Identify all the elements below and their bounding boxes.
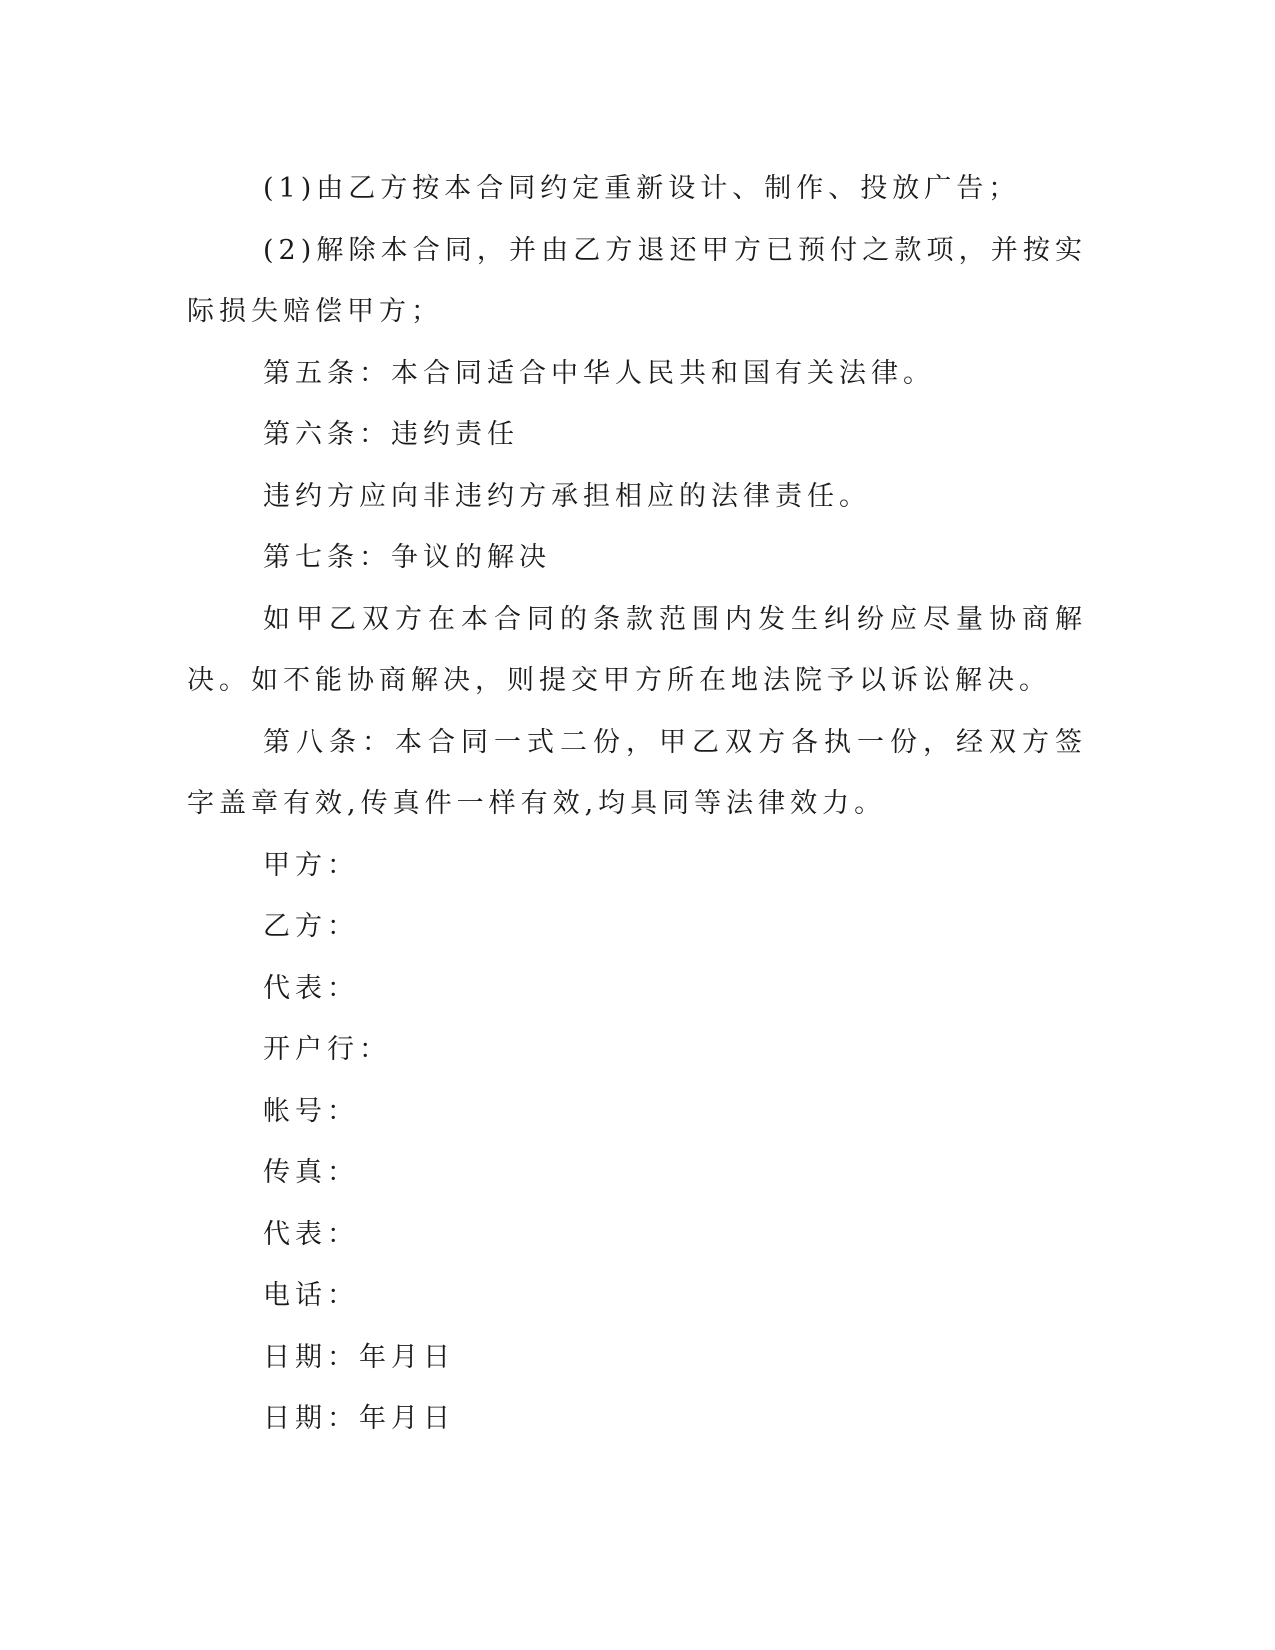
- article-7-heading: 第七条：争议的解决: [263, 542, 551, 573]
- article-6-body: 违约方应向非违约方承担相应的法律责任。: [263, 480, 871, 512]
- clause-item-1: (1)由乙方按本合同约定重新设计、制作、投放广告；: [263, 173, 1021, 204]
- signature-party-b: 乙方：: [263, 911, 359, 942]
- signature-date-1: 日期：年月日: [263, 1341, 455, 1373]
- article-6-heading: 第六条：违约责任: [263, 419, 519, 450]
- signature-bank: 开户行：: [263, 1034, 391, 1065]
- article-7-body: 如甲乙双方在本合同的条款范围内发生纠纷应尽量协商解决。如不能协商解决，则提交甲方所在地法院予以诉讼解决。: [187, 603, 1087, 696]
- signature-phone: 电话：: [263, 1280, 359, 1311]
- clause-item-2: (2)解除本合同，并由乙方退还甲方已预付之款项，并按实际损失赔偿甲方；: [187, 234, 1087, 327]
- signature-date-2: 日期：年月日: [263, 1403, 455, 1434]
- signature-fax: 传真：: [263, 1157, 359, 1188]
- document-body: [187, 158, 1087, 1450]
- signature-representative-1: 代表：: [263, 972, 359, 1004]
- signature-account: 帐号：: [263, 1095, 359, 1127]
- signature-representative-2: 代表：: [263, 1218, 359, 1250]
- article-8: 第八条：本合同一式二份，甲乙双方各执一份，经双方签字盖章有效,传真件一样有效,均具同等法律效力。: [187, 726, 1087, 819]
- signature-party-a: 甲方：: [263, 849, 359, 881]
- article-5: 第五条：本合同适合中华人民共和国有关法律。: [263, 357, 935, 389]
